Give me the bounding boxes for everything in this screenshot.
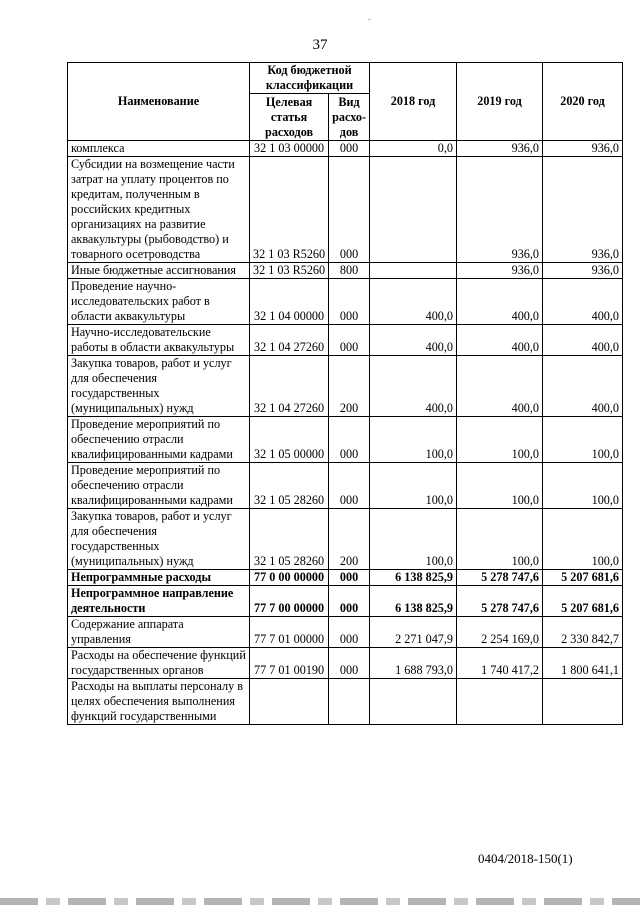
row-value-2019 <box>457 679 543 725</box>
row-value-2019: 936,0 <box>457 157 543 263</box>
row-expense-type: 000 <box>329 417 370 463</box>
row-expense-type: 000 <box>329 279 370 325</box>
row-expense-type: 800 <box>329 263 370 279</box>
row-value-2018: 100,0 <box>370 509 457 570</box>
row-value-2019: 936,0 <box>457 263 543 279</box>
row-value-2019: 1 740 417,2 <box>457 648 543 679</box>
row-name: Непрограммное направление деятельности <box>68 586 250 617</box>
row-value-2020: 936,0 <box>543 157 623 263</box>
table-row <box>68 356 623 417</box>
row-value-2020: 936,0 <box>543 263 623 279</box>
row-value-2020: 936,0 <box>543 141 623 157</box>
row-value-2018: 2 271 047,9 <box>370 617 457 648</box>
row-name: Расходы на выплаты персоналу в целях обеспечения выполнения функций государственными <box>68 679 250 725</box>
row-value-2018 <box>370 263 457 279</box>
row-target-article: 32 1 04 27260 <box>250 356 329 417</box>
row-name: Непрограммные расходы <box>68 570 250 586</box>
row-name: Проведение научно-исследовательских работ в области аквакультуры <box>68 279 250 325</box>
table-row <box>68 417 623 463</box>
header-target-article: Целевая статья расходов <box>250 94 329 141</box>
row-target-article: 32 1 05 28260 <box>250 509 329 570</box>
table-body <box>68 141 623 725</box>
row-expense-type <box>329 679 370 725</box>
row-value-2020 <box>543 679 623 725</box>
row-target-article: 32 1 05 28260 <box>250 463 329 509</box>
table-row <box>68 570 623 586</box>
row-value-2018: 400,0 <box>370 279 457 325</box>
row-expense-type: 000 <box>329 463 370 509</box>
row-target-article: 77 0 00 00000 <box>250 570 329 586</box>
row-value-2018 <box>370 679 457 725</box>
row-value-2020: 400,0 <box>543 356 623 417</box>
row-name: комплекса <box>68 141 250 157</box>
table-row <box>68 509 623 570</box>
table-row <box>68 141 623 157</box>
table-header <box>68 63 623 141</box>
table-row <box>68 157 623 263</box>
row-target-article: 77 7 01 00190 <box>250 648 329 679</box>
header-expense-type: Вид расхо-дов <box>329 94 370 141</box>
row-value-2020: 400,0 <box>543 325 623 356</box>
row-value-2018: 100,0 <box>370 463 457 509</box>
row-target-article <box>250 679 329 725</box>
header-2019: 2019 год <box>457 63 543 141</box>
page-number: 37 <box>312 37 328 53</box>
row-value-2018: 1 688 793,0 <box>370 648 457 679</box>
row-target-article: 77 7 00 00000 <box>250 586 329 617</box>
row-expense-type: 000 <box>329 648 370 679</box>
row-value-2018: 6 138 825,9 <box>370 586 457 617</box>
row-name: Закупка товаров, работ и услуг для обеспечения государственных (муниципальных) нужд <box>68 356 250 417</box>
row-value-2019: 5 278 747,6 <box>457 586 543 617</box>
row-value-2019: 100,0 <box>457 417 543 463</box>
row-expense-type: 000 <box>329 586 370 617</box>
row-target-article: 32 1 04 27260 <box>250 325 329 356</box>
table-row <box>68 586 623 617</box>
row-target-article: 32 1 04 00000 <box>250 279 329 325</box>
table-row <box>68 679 623 725</box>
row-target-article: 32 1 05 00000 <box>250 417 329 463</box>
header-2020: 2020 год <box>543 63 623 141</box>
row-expense-type: 000 <box>329 570 370 586</box>
row-value-2019: 100,0 <box>457 509 543 570</box>
row-expense-type: 200 <box>329 356 370 417</box>
row-value-2018: 100,0 <box>370 417 457 463</box>
row-name: Проведение мероприятий по обеспечению отрасли квалифицированными кадрами <box>68 417 250 463</box>
row-expense-type: 000 <box>329 617 370 648</box>
row-value-2018: 6 138 825,9 <box>370 570 457 586</box>
row-name: Закупка товаров, работ и услуг для обеспечения государственных (муниципальных) нужд <box>68 509 250 570</box>
row-value-2018 <box>370 157 457 263</box>
row-expense-type: 000 <box>329 325 370 356</box>
header-2018: 2018 год <box>370 63 457 141</box>
row-value-2019: 400,0 <box>457 356 543 417</box>
table-row <box>68 263 623 279</box>
row-value-2019: 400,0 <box>457 279 543 325</box>
scan-edge <box>0 898 640 905</box>
row-name: Научно-исследовательские работы в области аквакультуры <box>68 325 250 356</box>
row-value-2019: 400,0 <box>457 325 543 356</box>
row-value-2019: 100,0 <box>457 463 543 509</box>
table-row <box>68 325 623 356</box>
row-value-2018: 400,0 <box>370 325 457 356</box>
row-target-article: 32 1 03 R5260 <box>250 263 329 279</box>
row-value-2020: 100,0 <box>543 417 623 463</box>
row-name: Субсидии на возмещение части затрат на уплату процентов по кредитам, полученным в российских кредитных организациях на развитие аквакультуры (рыбоводство) и товарного осетроводства <box>68 157 250 263</box>
table-row <box>68 279 623 325</box>
table-row <box>68 648 623 679</box>
row-value-2019: 5 278 747,6 <box>457 570 543 586</box>
row-target-article: 32 1 03 R5260 <box>250 157 329 263</box>
table-row <box>68 463 623 509</box>
row-value-2020: 2 330 842,7 <box>543 617 623 648</box>
row-expense-type: 200 <box>329 509 370 570</box>
row-value-2020: 1 800 641,1 <box>543 648 623 679</box>
row-value-2020: 100,0 <box>543 463 623 509</box>
document-code: 0404/2018-150(1) <box>478 851 573 866</box>
row-value-2020: 5 207 681,6 <box>543 570 623 586</box>
row-target-article: 32 1 03 00000 <box>250 141 329 157</box>
header-classification: Код бюджетной классификации <box>250 63 370 94</box>
scan-mark: - <box>368 14 371 24</box>
row-expense-type: 000 <box>329 157 370 263</box>
header-name: Наименование <box>68 63 250 141</box>
row-value-2020: 400,0 <box>543 279 623 325</box>
row-value-2018: 0,0 <box>370 141 457 157</box>
row-expense-type: 000 <box>329 141 370 157</box>
table-row <box>68 617 623 648</box>
row-name: Содержание аппарата управления <box>68 617 250 648</box>
row-target-article: 77 7 01 00000 <box>250 617 329 648</box>
row-name: Проведение мероприятий по обеспечению отрасли квалифицированными кадрами <box>68 463 250 509</box>
budget-table <box>67 62 623 725</box>
row-value-2020: 5 207 681,6 <box>543 586 623 617</box>
row-value-2019: 936,0 <box>457 141 543 157</box>
row-name: Иные бюджетные ассигнования <box>68 263 250 279</box>
row-value-2018: 400,0 <box>370 356 457 417</box>
row-value-2019: 2 254 169,0 <box>457 617 543 648</box>
row-value-2020: 100,0 <box>543 509 623 570</box>
row-name: Расходы на обеспечение функций государственных органов <box>68 648 250 679</box>
